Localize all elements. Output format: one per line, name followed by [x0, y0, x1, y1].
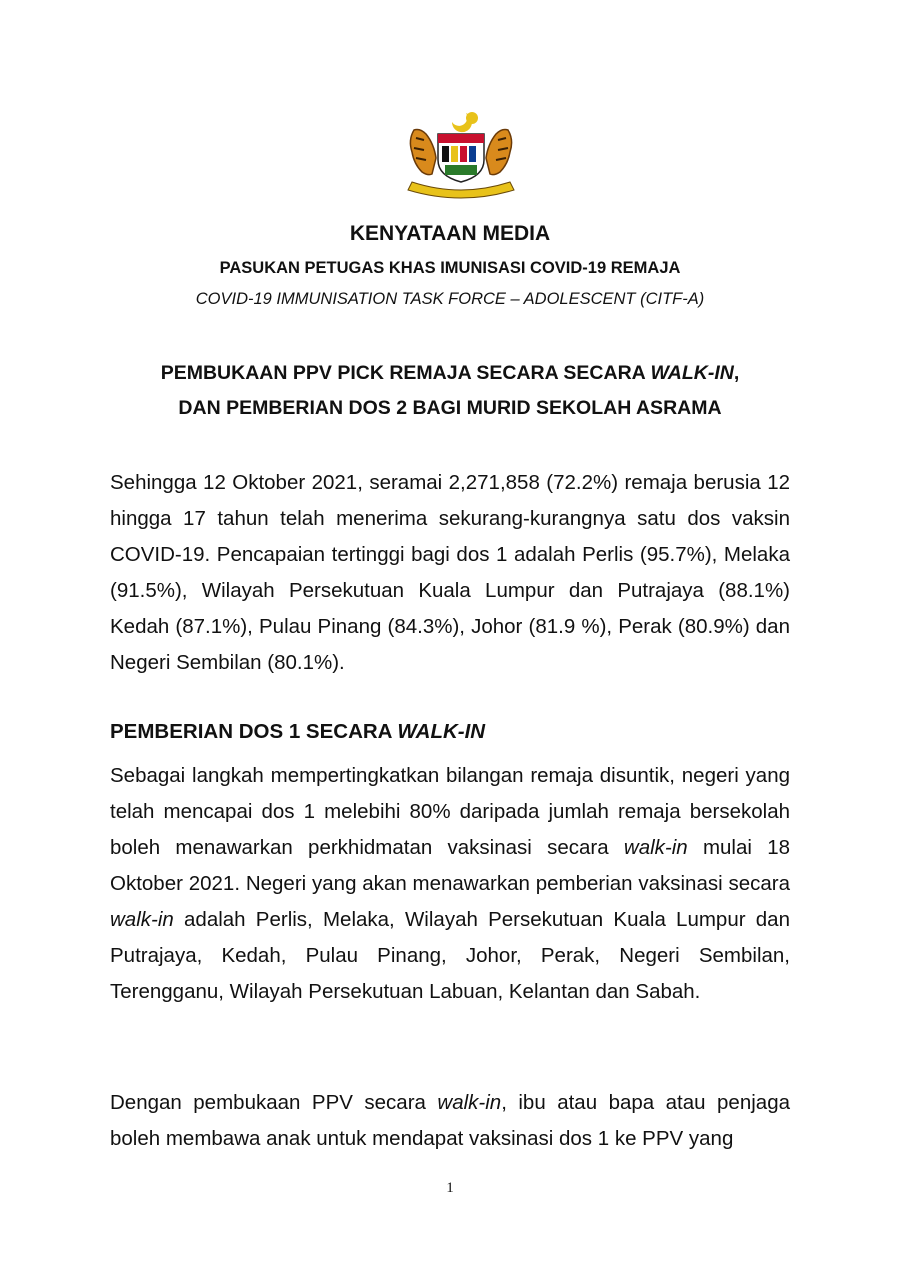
- parents-text-b: , ibu atau bapa atau penjaga boleh membawa anak untuk mendapat vaksinasi dos 1 ke PPV yang: [110, 1091, 790, 1150]
- headline-line-2: DAN PEMBERIAN DOS 2 BAGI MURID SEKOLAH ASRAMA: [178, 397, 722, 419]
- walk-in-term: walk-in: [110, 908, 174, 931]
- section-heading-walk-in: WALK-IN: [397, 720, 486, 743]
- section-heading-text: PEMBERIAN DOS 1 SECARA: [110, 720, 398, 743]
- headline-line-1: [0, 362, 900, 385]
- walk-in-term: walk-in: [623, 836, 688, 859]
- headline-text: PEMBUKAAN PPV PICK REMAJA SECARA SECARA: [160, 362, 651, 384]
- walk-in-text-b: mulai 18 Oktober 2021. Negeri yang akan menawarkan pemberian vaksinasi secara: [110, 836, 790, 895]
- task-force-name: PASUKAN PETUGAS KHAS IMUNISASI COVID-19 REMAJA: [219, 259, 681, 277]
- media-statement-title: KENYATAAN MEDIA: [349, 222, 551, 245]
- walk-in-text-c: adalah Perlis, Melaka, Wilayah Persekutuan Kuala Lumpur dan Putrajaya, Kedah, Pulau Pinang, Johor, Perak, Negeri Sembilan, Terengganu, Wilayah Persekutuan Labuan, Kelantan dan Sabah.: [110, 908, 790, 1003]
- task-force-name-english: COVID-19 IMMUNISATION TASK FORCE – ADOLESCENT (CITF-A): [195, 290, 705, 308]
- headline-comma: ,: [733, 362, 740, 384]
- page-number: 1: [446, 1180, 454, 1196]
- headline-walk-in: WALK-IN: [650, 362, 734, 384]
- parents-paragraph: [110, 1085, 790, 1157]
- walk-in-term: walk-in: [437, 1091, 502, 1114]
- section-heading: [110, 720, 485, 744]
- malaysia-coat-of-arms-icon: [392, 108, 530, 200]
- intro-paragraph: Sehingga 12 Oktober 2021, seramai 2,271,858 (72.2%) remaja berusia 12 hingga 17 tahun telah menerima sekurang-kurangnya satu dos vaksin COVID-19. Pencapaian tertinggi bagi dos 1 adalah Perlis (95.7%), Melaka (91.5%), Wilayah Persekutuan Kuala Lumpur dan Putrajaya (88.1%) Kedah (87.1%), Pulau Pinang (84.3%), Johor (81.9 %), Perak (80.9%) dan Negeri Sembilan (80.1%).: [110, 471, 790, 674]
- walk-in-text-a: Sebagai langkah mempertingkatkan bilangan remaja disuntik, negeri yang telah mencapai dos 1 melebihi 80% daripada jumlah remaja bersekolah boleh menawarkan perkhidmatan vaksinasi secara: [110, 764, 790, 859]
- walk-in-paragraph: [110, 758, 790, 1010]
- parents-text-a: Dengan pembukaan PPV secara: [110, 1091, 438, 1114]
